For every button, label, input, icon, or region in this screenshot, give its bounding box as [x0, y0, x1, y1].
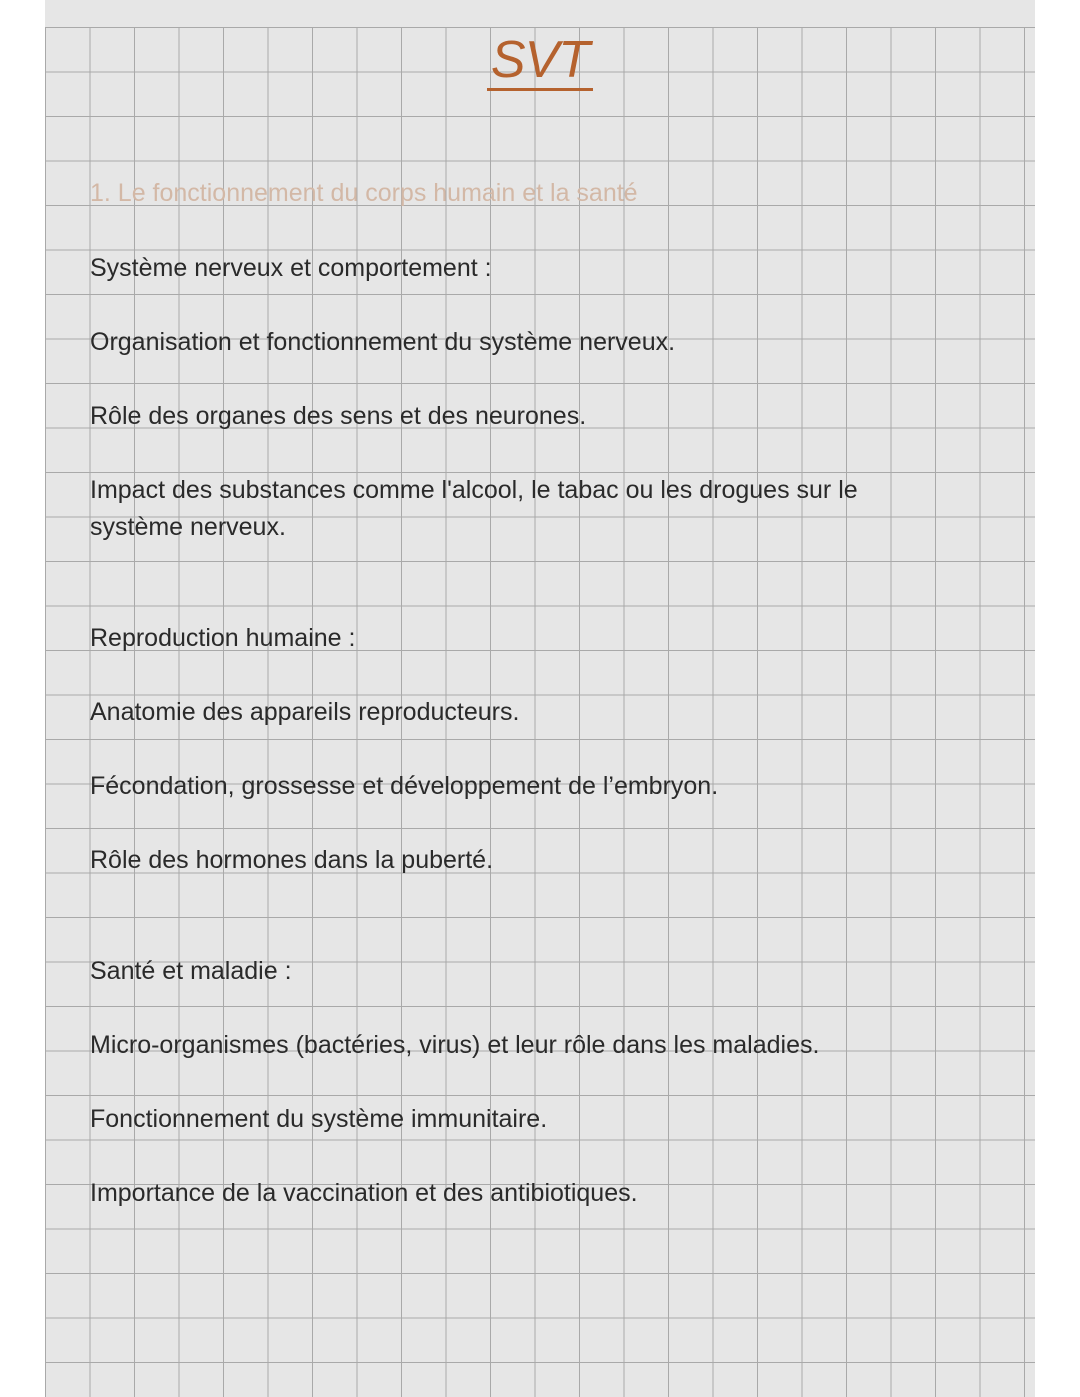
list-item: Fécondation, grossesse et développement de l’embryon. — [90, 772, 719, 800]
list-item: Rôle des organes des sens et des neurones. — [90, 402, 587, 430]
list-item: Impact des substances comme l'alcool, le tabac ou les drogues sur le — [90, 476, 858, 504]
list-item: Rôle des hormones dans la puberté. — [90, 846, 494, 874]
subheading-reproduction: Reproduction humaine : — [90, 624, 356, 652]
section-heading: 1. Le fonctionnement du corps humain et la santé — [90, 179, 638, 207]
list-item: Anatomie des appareils reproducteurs. — [90, 698, 520, 726]
list-item-continued: système nerveux. — [90, 513, 286, 541]
list-item: Organisation et fonctionnement du système nerveux. — [90, 328, 676, 356]
subheading-health: Santé et maladie : — [90, 957, 292, 985]
list-item: Fonctionnement du système immunitaire. — [90, 1105, 548, 1133]
subheading-nervous-system: Système nerveux et comportement : — [90, 254, 492, 282]
document-title: SVT — [0, 30, 1080, 91]
list-item: Importance de la vaccination et des antibiotiques. — [90, 1179, 638, 1207]
list-item: Micro-organismes (bactéries, virus) et leur rôle dans les maladies. — [90, 1031, 820, 1059]
